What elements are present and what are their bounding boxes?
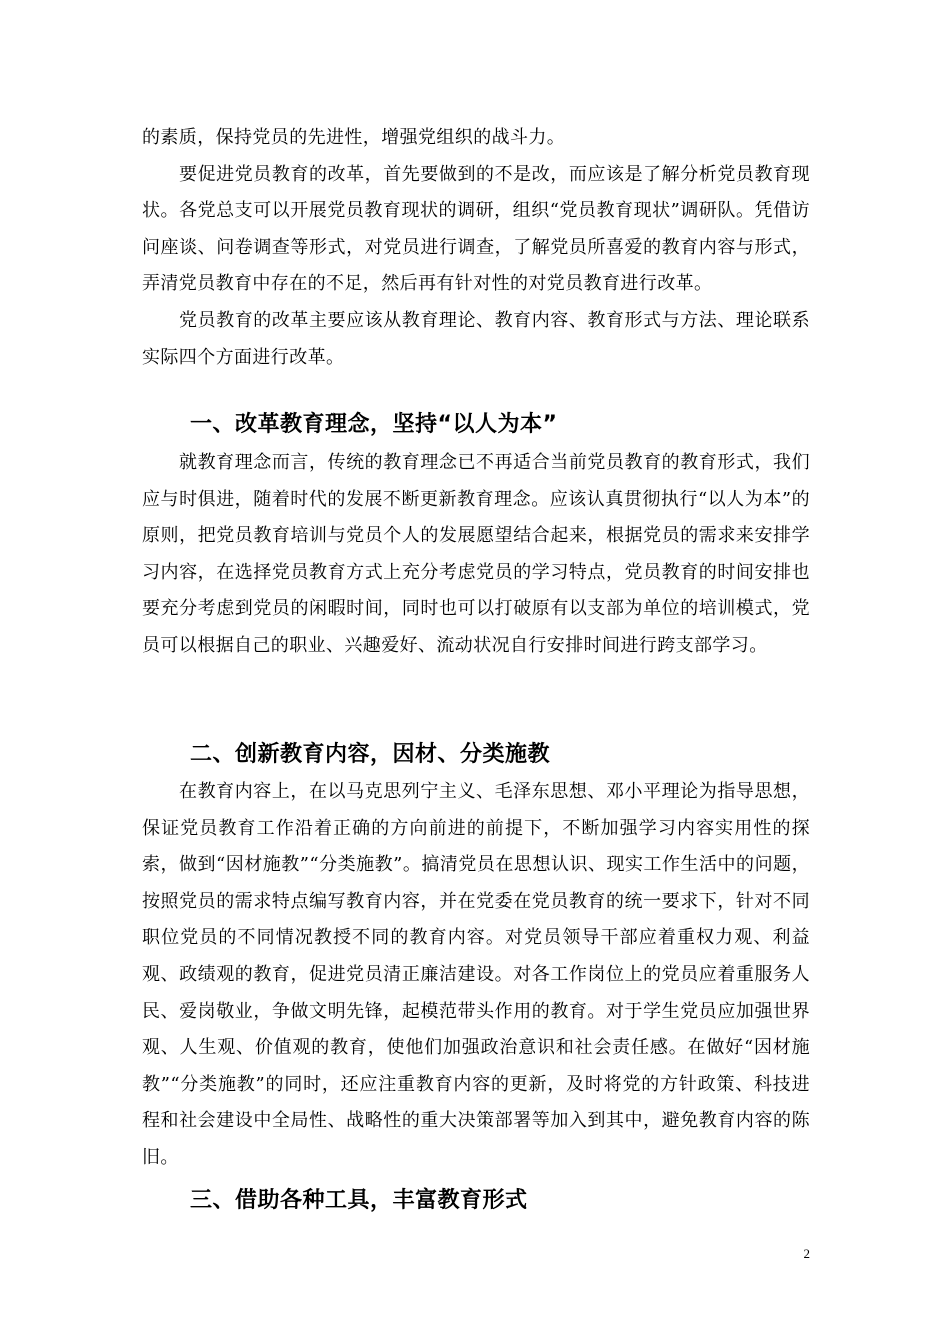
paragraph-reform-aspects: 党员教育的改革主要应该从教育理论、教育内容、教育形式与方法、理论联系实际四个方面进行改革。 (142, 309, 810, 368)
paragraph-education-concept: 就教育理念而言，传统的教育理念已不再适合当前党员教育的教育形式，我们应与时俱进，随着时代的发展不断更新教育理念。应该认真贯彻执行“以人为本”的原则，把党员教育培训与党员个人的发展愿望结合起来，根据党员的需求来安排学习内容，在选择党员教育方式上充分考虑党员的学习特点，党员教育的时间安排也要充分考虑到党员的闲暇时间，同时也可以打破原有以支部为单位的培训模式，党员可以根据自己的职业、兴趣爱好、流动状况自行安排时间进行跨支部学习。 (142, 452, 810, 656)
page-number: 2 (803, 1246, 810, 1261)
section-1-body (142, 445, 810, 665)
section-heading-1: 一、改革教育理念，坚持“以人为本” (190, 412, 558, 437)
section-heading-3: 三、借助各种工具，丰富教育形式 (190, 1188, 528, 1213)
paragraph-education-content: 在教育内容上，在以马克思列宁主义、毛泽东思想、邓小平理论为指导思想，保证党员教育工作沿着正确的方向前进的前提下，不断加强学习内容实用性的探索，做到“因材施教”“分类施教”。搞清党员在思想认识、现实工作生活中的问题，按照党员的需求特点编写教育内容，并在党委在党员教育的统一要求下，针对不同职位党员的不同情况教授不同的教育内容。对党员领导干部应着重权力观、利益观、政绩观的教育，促进党员清正廉洁建设。对各工作岗位上的党员应着重服务人民、爱岗敬业，争做文明先锋，起模范带头作用的教育。对于学生党员应加强世界观、人生观、价值观的教育，使他们加强政治意识和社会责任感。在做好“因材施教”“分类施教”的同时，还应注重教育内容的更新，及时将党的方针政策、科技进程和社会建设中全局性、战略性的重大决策部署等加入到其中，避免教育内容的陈旧。 (142, 781, 810, 1168)
body-text-intro (142, 120, 810, 376)
section-2-body (142, 774, 810, 1177)
section-heading-2: 二、创新教育内容，因材、分类施教 (190, 742, 551, 767)
paragraph-continuation: 的素质，保持党员的先进性，增强党组织的战斗力。 (142, 127, 566, 148)
paragraph-survey: 要促进党员教育的改革，首先要做到的不是改，而应该是了解分析党员教育现状。各党总支可以开展党员教育现状的调研，组织“党员教育现状”调研队。凭借访问座谈、问卷调查等形式，对党员进行调查，了解党员所喜爱的教育内容与形式，弄清党员教育中存在的不足，然后再有针对性的对党员教育进行改革。 (142, 163, 810, 295)
